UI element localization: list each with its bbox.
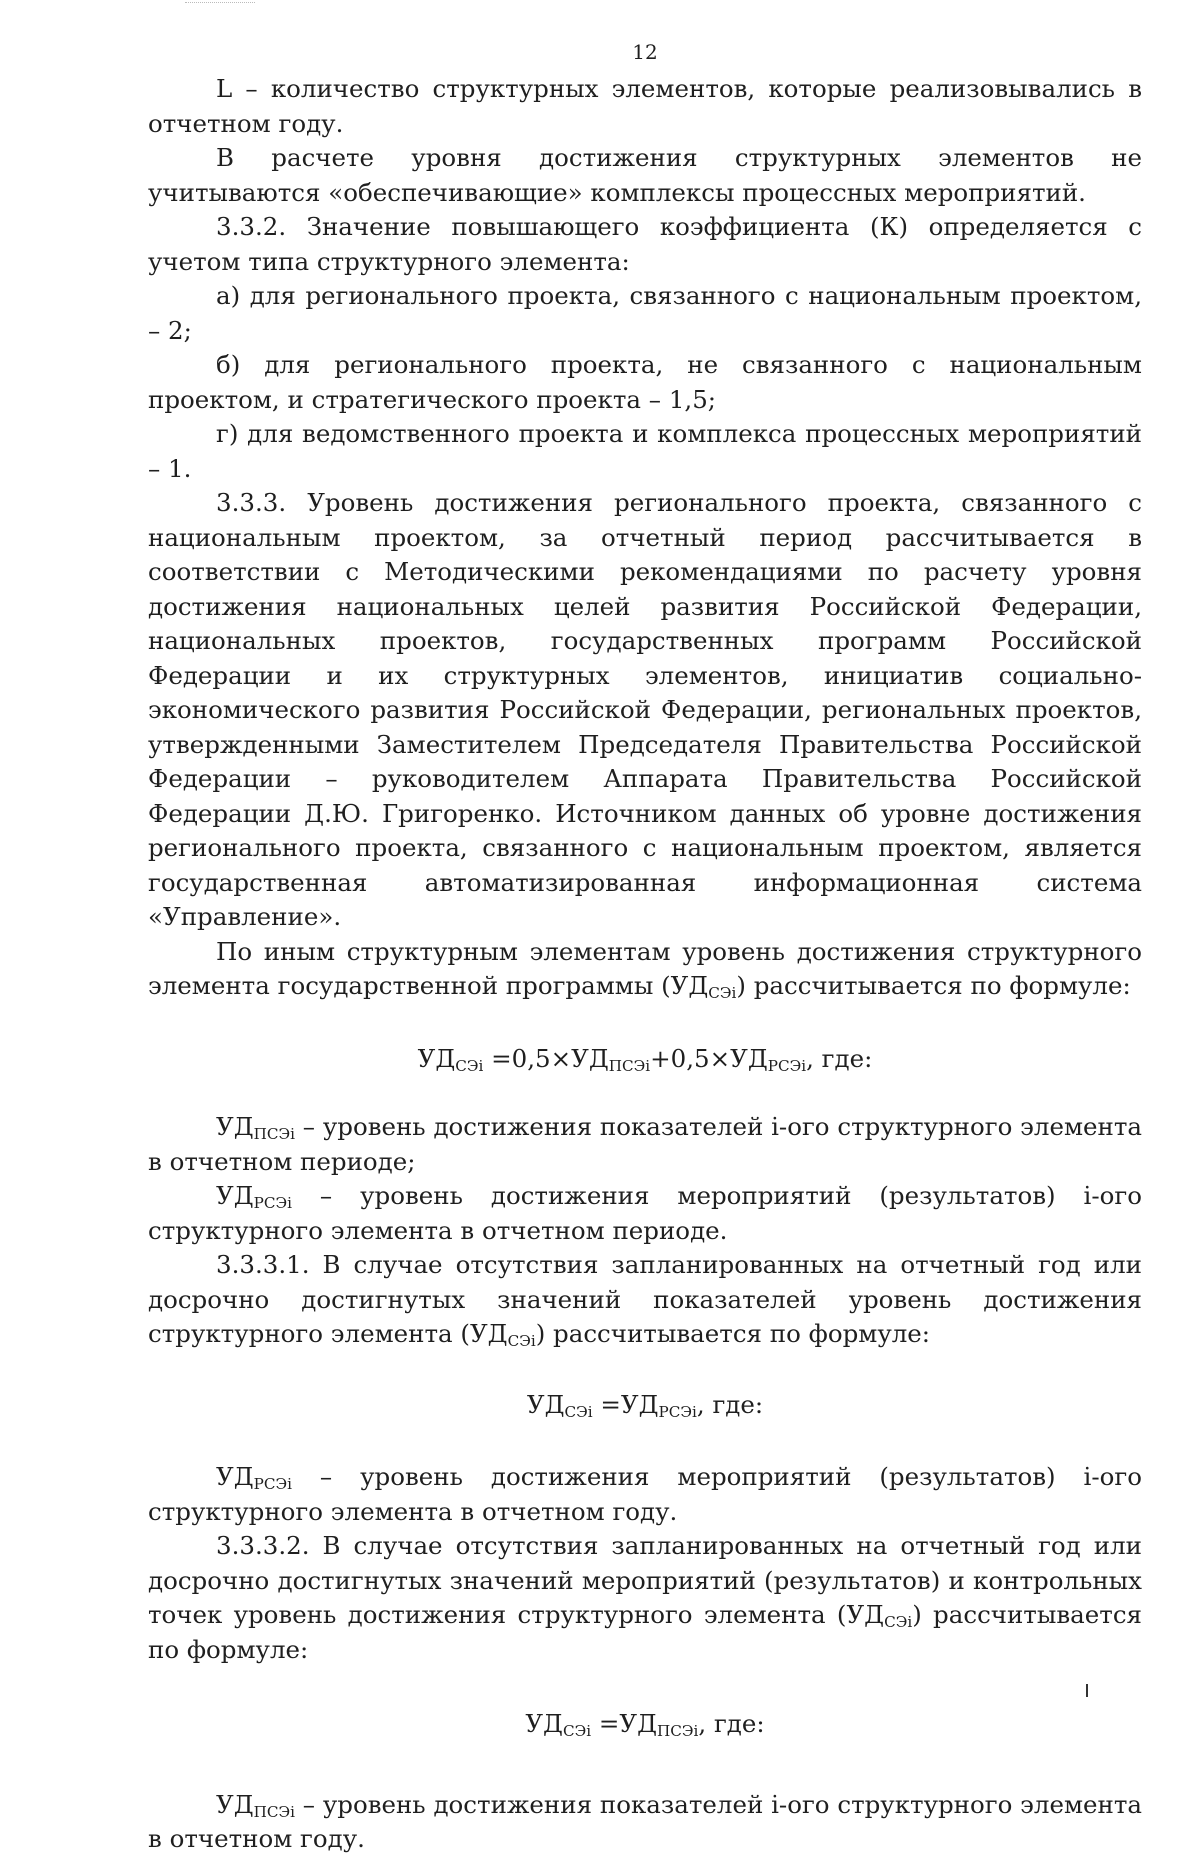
scan-artifact xyxy=(185,2,255,6)
document-page xyxy=(148,40,1142,1857)
list-item-a: а) для регионального проекта, связанного с национальным проектом, – 2; xyxy=(148,281,1142,345)
formula-ud-se-pse: $УД_{СЭi} =УД_{ПСЭi}$, где: xyxy=(525,1709,765,1740)
page-number: 12 xyxy=(632,40,658,64)
paragraph-3-3-3-1: 3.3.3.1. В случае отсутствия запланированных на отчетный год или досрочно достигнутых значений показателей уровень достижения структурного элемента $(УД_{СЭi})$ рассчитывается по формуле: xyxy=(148,1250,1142,1350)
paragraph-3-3-2: 3.3.2. Значение повышающего коэффициента (К) определяется с учетом типа структурного элемента: xyxy=(148,212,1142,276)
term-ud-rse: $УД_{РСЭi}$ – уровень достижения мероприятий (результатов) i-ого структурного элемента в отчетном периоде. xyxy=(148,1181,1142,1245)
paragraph-3-3-3-2: 3.3.3.2. В случае отсутствия запланированных на отчетный год или досрочно достигнутых значений мероприятий (результатов) и контрольных точек уровень достижения структурного элемента $(УД_{СЭi})$ рассчитывается по формуле: xyxy=(148,1531,1142,1664)
term-ud-pse: $УД_{ПСЭi}$ – уровень достижения показателей i-ого структурного элемента в отчетном периоде; xyxy=(148,1112,1142,1176)
paragraph-l-definition: L – количество структурных элементов, которые реализовывались в отчетном году. xyxy=(148,74,1142,138)
formula-ud-se: $УД_{СЭi} =0,5\times УД_{ПСЭi}+0,5\times УД_{РСЭi}$, где: xyxy=(417,1043,873,1075)
term-ud-rse-year: $УД_{РСЭi}$ – уровень достижения мероприятий (результатов) i-ого структурного элемента в отчетном году. xyxy=(148,1462,1142,1526)
list-item-b: б) для регионального проекта, не связанного с национальным проектом, и стратегического проекта – 1,5; xyxy=(148,350,1142,414)
formula-ud-se-rse: $УД_{СЭi} =УД_{РСЭi}$, где: xyxy=(526,1389,764,1421)
list-item-g: г) для ведомственного проекта и комплекса процессных мероприятий – 1. xyxy=(148,419,1142,483)
paragraph-3-3-3: 3.3.3. Уровень достижения регионального проекта, связанного с национальным проектом, за отчетный период рассчитывается в соответствии с Методическими рекомендациями по расчету уровня достижения национальных целей развития Российской Федерации, национальных проектов, государственных программ Российской Федерации и их структурных элементов, инициатив социально-экономического развития Российской Федерации, региональных проектов, утвержденными Заместителем Председателя Правительства Российской Федерации – руководителем Аппарата Правительства Российской Федерации Д.Ю. Григоренко. Источником данных об уровне достижения регионального проекта, связанного с национальным проектом, является государственная автоматизированная информационная система «Управление». xyxy=(148,488,1142,931)
paragraph-other-elements: По иным структурным элементам уровень достижения структурного элемента государственной программы $(УД_{СЭi})$ рассчитывается по формуле: xyxy=(148,936,1142,1002)
scan-edge-mark xyxy=(1086,1684,1088,1697)
term-ud-pse-year: $УД_{ПСЭi}$ – уровень достижения показателей i-ого структурного элемента в отчетном году. xyxy=(148,1789,1142,1853)
paragraph-excluded-complexes: В расчете уровня достижения структурных элементов не учитываются «обеспечивающие» комплексы процессных мероприятий. xyxy=(148,143,1142,207)
